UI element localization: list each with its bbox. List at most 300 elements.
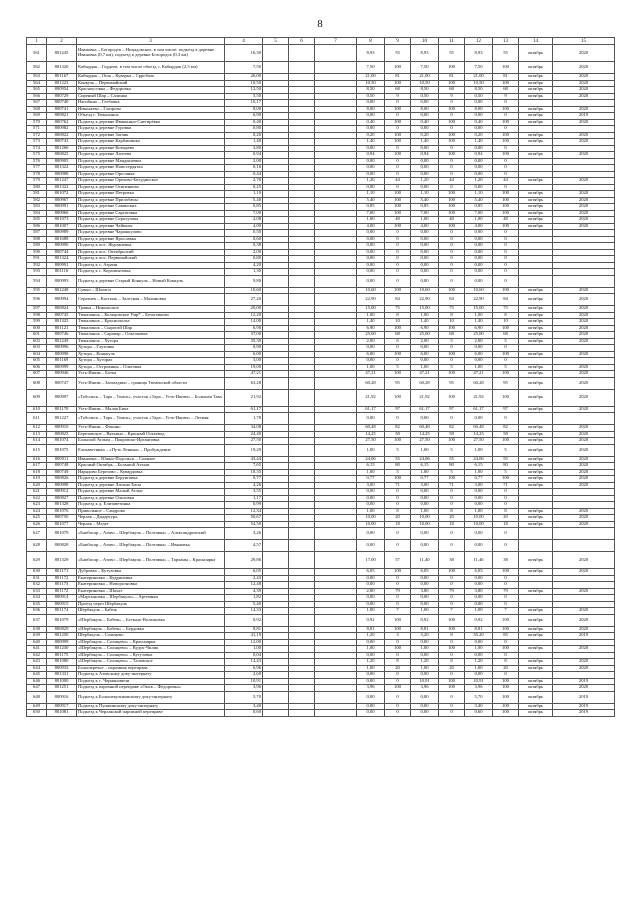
table-cell: 26,00	[225, 74, 263, 81]
table-cell: 0	[439, 269, 465, 276]
table-cell	[315, 413, 357, 425]
table-cell: 6,00	[225, 351, 263, 358]
table-cell: 55	[493, 456, 519, 463]
table-cell: 79	[439, 588, 465, 595]
table-cell: 20	[439, 515, 465, 522]
table-cell: 85	[493, 633, 519, 640]
table-cell: 0,00	[465, 165, 493, 172]
table-cell: 81	[493, 74, 519, 81]
table-cell: 624	[27, 508, 47, 515]
table-cell: 22,90	[465, 294, 493, 306]
column-header: 9	[385, 38, 411, 45]
table-cell: 800746	[47, 332, 77, 339]
table-cell: 100	[493, 703, 519, 710]
table-cell: 80	[493, 463, 519, 470]
table-cell: 800993	[47, 275, 77, 287]
table-cell: 630	[27, 569, 47, 576]
table-cell: 57	[385, 552, 411, 569]
table-cell: 24,06	[465, 456, 493, 463]
table-cell: 0	[439, 575, 465, 582]
table-cell: 2020	[553, 665, 615, 672]
table-cell: 14,25	[357, 431, 385, 438]
table-cell: 2020	[553, 476, 615, 483]
table-cell: 800954	[47, 87, 77, 94]
table-cell: 15,00	[411, 306, 439, 313]
table-cell: 801250	[47, 633, 77, 640]
table-cell: 100	[385, 119, 411, 126]
table-cell: 0	[385, 243, 411, 250]
table-cell: октябрь	[519, 204, 553, 211]
table-cell: 2020	[553, 325, 615, 332]
table-cell: 80	[439, 463, 465, 470]
table-cell: 18	[439, 521, 465, 528]
table-cell: 5	[385, 469, 411, 476]
table-cell: 1,20	[357, 633, 385, 640]
table-cell: 800997	[47, 389, 77, 406]
table-cell: 801076	[47, 508, 77, 515]
table-cell: 1,10	[411, 191, 439, 198]
table-cell: октябрь	[519, 139, 553, 146]
table-cell: Березовское – Вяткино – Красный Оскьевод	[77, 431, 225, 438]
table-cell: Хутора – Островины – Ольговка	[77, 364, 225, 371]
table-cell: октябрь	[519, 113, 553, 120]
table-cell: 0,00	[465, 595, 493, 602]
table-cell: 2020	[553, 371, 615, 378]
table-cell: 0,00	[465, 601, 493, 608]
table-cell: 1,00	[225, 646, 263, 653]
table-cell: 100	[385, 106, 411, 113]
table-cell: 8,81	[225, 626, 263, 633]
table-cell: 48	[493, 217, 519, 224]
table-cell: 603	[27, 345, 47, 352]
table-cell: 8,93	[465, 45, 493, 62]
table-cell: 801000	[47, 678, 77, 685]
table-cell: 639	[27, 633, 47, 640]
table-cell: 1,00	[465, 312, 493, 319]
table-cell: 605	[27, 358, 47, 365]
table-cell: 0,92	[411, 614, 439, 626]
table-cell: 625	[27, 515, 47, 522]
table-cell: 0,00	[465, 575, 493, 582]
table-cell: 2020	[553, 469, 615, 476]
table-cell: 10,50	[357, 80, 385, 87]
column-header: 4	[225, 38, 263, 45]
table-cell: Усть-Ишим – Малая Бича	[77, 406, 225, 413]
table-cell: 800748	[47, 463, 77, 470]
table-cell: 9	[439, 93, 465, 100]
table-cell	[263, 294, 289, 306]
table-cell: 0,00	[465, 171, 493, 178]
table-cell: октябрь	[519, 508, 553, 515]
table-cell: 100	[493, 197, 519, 204]
table-cell: октябрь	[519, 371, 553, 378]
table-cell: 801079	[47, 614, 77, 626]
table-cell: 0,00	[411, 100, 439, 107]
table-cell	[289, 614, 315, 626]
table-cell: 0,40	[225, 119, 263, 126]
table-cell: 2020	[553, 87, 615, 94]
table-cell: октябрь	[519, 62, 553, 74]
table-cell: 801331	[47, 672, 77, 679]
table-cell: 2020	[553, 119, 615, 126]
table-cell: 0,92	[357, 614, 385, 626]
table-cell: 0	[439, 489, 465, 496]
table-cell: 10,91	[225, 678, 263, 685]
table-cell: 100	[493, 223, 519, 230]
table-cell: 0	[493, 582, 519, 589]
table-cell: 27,20	[225, 294, 263, 306]
table-cell: 0,00	[465, 413, 493, 425]
table-cell: Кабырдак – Оша – Куварка – Срробаль	[77, 74, 225, 81]
table-cell: 3,00	[357, 482, 385, 489]
table-cell: 0,00	[357, 165, 385, 172]
table-cell: 10,50	[465, 80, 493, 87]
table-cell: 589	[27, 243, 47, 250]
table-cell: 75	[493, 306, 519, 313]
table-cell: 0,00	[411, 639, 439, 646]
table-cell: Тюкалинск – Кольцовское Умр* – Безоговково	[77, 312, 225, 319]
table-cell: Кабырдак – Гордеев, в том числе объезд с. Кабырдак (2,5 км)	[77, 62, 225, 74]
table-cell: Подъезд к деревне Осипенково	[77, 184, 225, 191]
table-cell: 10,00	[411, 515, 439, 522]
table-cell: 55	[493, 45, 519, 62]
table-cell: 800917	[47, 703, 77, 710]
table-cell: 0,00	[357, 582, 385, 589]
table-cell: 0,85	[225, 204, 263, 211]
table-cell: 3,00	[225, 358, 263, 365]
table-cell	[289, 444, 315, 456]
table-cell: 100	[493, 569, 519, 576]
table-cell: 1,40	[357, 139, 385, 146]
column-number-row	[27, 38, 615, 45]
table-cell: Подъезд к деревне Чайкалы	[77, 223, 225, 230]
table-cell: октябрь	[519, 691, 553, 703]
table-cell: 2020	[553, 338, 615, 345]
table-cell: 800911	[47, 456, 77, 463]
table-cell: 97	[439, 406, 465, 413]
table-cell: 0	[493, 171, 519, 178]
table-cell: 60,28	[411, 377, 439, 389]
table-cell: «Баибасар – Азово – Шербакуль – Полтавка» – Ивановка	[77, 540, 225, 552]
table-cell: 21,92	[411, 389, 439, 406]
table-cell: 2020	[553, 456, 615, 463]
table-cell: 623	[27, 502, 47, 509]
table-cell: 584	[27, 210, 47, 217]
table-cell	[289, 552, 315, 569]
table-cell: 8	[385, 508, 411, 515]
table-cell: 5	[439, 469, 465, 476]
table-cell: 81	[385, 74, 411, 81]
table-cell: 100	[385, 287, 411, 294]
table-cell: 10	[439, 319, 465, 326]
table-cell: Елизаветинка – «Путь Ленина» – Пробуждение	[77, 444, 225, 456]
table-cell	[263, 62, 289, 74]
table-cell: Сератнек – Кастыль – Залесная – Малиновка	[77, 294, 225, 306]
table-cell: 61,17	[465, 406, 493, 413]
table-cell: 0	[385, 145, 411, 152]
table-cell: 801249	[47, 338, 77, 345]
table-cell: Подъезд к Пушкинскому доку-интернату	[77, 703, 225, 710]
table-cell: 2,00	[411, 338, 439, 345]
table-cell: октябрь	[519, 389, 553, 406]
table-cell: 800744	[47, 249, 77, 256]
table-cell: 0	[439, 528, 465, 540]
table-cell: 0,90	[225, 345, 263, 352]
table-cell: 0,00	[465, 262, 493, 269]
table-cell: 632	[27, 582, 47, 589]
table-cell: 100	[439, 371, 465, 378]
table-cell: октябрь	[519, 319, 553, 326]
table-cell: Екатериновка – Шахат	[77, 588, 225, 595]
table-cell: Проезд через Шербакуль	[77, 601, 225, 608]
table-cell: 0,60	[465, 710, 493, 717]
table-cell	[263, 710, 289, 717]
table-cell	[289, 413, 315, 425]
table-cell	[315, 614, 357, 626]
table-cell: 10,60	[357, 287, 385, 294]
table-cell: 616	[27, 456, 47, 463]
table-cell: 801324	[47, 256, 77, 263]
table-cell: 8	[439, 659, 465, 666]
table-cell: 800829	[47, 626, 77, 633]
table-cell: 68	[493, 332, 519, 339]
table-row	[27, 377, 615, 389]
table-cell: 3,80	[411, 588, 439, 595]
table-cell: 0	[493, 345, 519, 352]
table-cell: 1,20	[465, 659, 493, 666]
table-cell: 0	[439, 236, 465, 243]
table-cell: октябрь	[519, 119, 553, 126]
table-cell: 7,00	[225, 210, 263, 217]
table-cell: 55	[385, 456, 411, 463]
table-cell: 0,25	[225, 184, 263, 191]
table-cell: 6	[385, 338, 411, 345]
table-cell: 800821	[47, 113, 77, 120]
table-cell: 0,20	[411, 132, 439, 139]
table-cell: 100	[439, 204, 465, 211]
table-cell: 3,20	[411, 633, 439, 640]
table-cell: Хутора – Конькуль	[77, 351, 225, 358]
table-cell: 5,40	[225, 601, 263, 608]
table-cell: 2020	[553, 508, 615, 515]
table-cell: октябрь	[519, 74, 553, 81]
table-cell: 0	[439, 345, 465, 352]
table-cell: 0,00	[357, 678, 385, 685]
table-cell: 68	[439, 87, 465, 94]
table-cell: 8,81	[357, 626, 385, 633]
table-cell: 100	[439, 351, 465, 358]
table-cell: 0,80	[225, 256, 263, 263]
table-cell: 800996	[47, 345, 77, 352]
table-cell: октябрь	[519, 45, 553, 62]
table-cell: 2020	[553, 132, 615, 139]
table-cell: 0,00	[411, 269, 439, 276]
table-cell: 0,00	[465, 358, 493, 365]
table-cell: 607	[27, 371, 47, 378]
table-cell: 581	[27, 191, 47, 198]
table-cell: 10,50	[411, 80, 439, 87]
column-header: 5	[263, 38, 289, 45]
table-cell: 0,00	[411, 703, 439, 710]
table-cell: 2020	[553, 223, 615, 230]
table-cell: 0,00	[411, 184, 439, 191]
table-cell: 100	[439, 476, 465, 483]
table-cell	[519, 528, 553, 540]
table-cell: 2020	[553, 312, 615, 319]
table-cell: 41,19	[225, 633, 263, 640]
table-cell: 100	[385, 685, 411, 692]
table-cell: 0,00	[411, 495, 439, 502]
table-cell: 100	[493, 476, 519, 483]
table-cell: 100	[493, 325, 519, 332]
table-cell: 60,28	[465, 377, 493, 389]
table-cell: 5	[493, 469, 519, 476]
table-cell: 1,00	[411, 364, 439, 371]
table-cell: 82	[493, 425, 519, 432]
table-cell: 100	[439, 626, 465, 633]
table-cell	[315, 45, 357, 62]
table-cell: 626	[27, 521, 47, 528]
table-cell: 61,17	[411, 406, 439, 413]
table-cell	[553, 528, 615, 540]
table-cell: 100	[385, 210, 411, 217]
table-cell: 0,94	[411, 152, 439, 159]
table-cell	[315, 294, 357, 306]
table-cell: 0	[493, 165, 519, 172]
table-cell: 1,17	[225, 495, 263, 502]
table-cell: 6,15	[465, 463, 493, 470]
table-cell: Привольное – Сандрово	[77, 508, 225, 515]
column-header: 6	[289, 38, 315, 45]
table-cell: 3,55	[225, 489, 263, 496]
table-cell: 2,00	[357, 338, 385, 345]
table-cell: 0,80	[225, 126, 263, 133]
table-cell: 71	[385, 482, 411, 489]
table-cell: 1,10	[357, 191, 385, 198]
table-cell: 2,00	[225, 158, 263, 165]
table-cell: 561	[27, 45, 47, 62]
table-cell: Красноусовка – Федоровка	[77, 87, 225, 94]
table-cell: 2020	[553, 377, 615, 389]
table-cell: 6,90	[465, 325, 493, 332]
table-cell: 0,00	[411, 502, 439, 509]
table-cell: 0	[439, 710, 465, 717]
table-cell: 800825	[47, 152, 77, 159]
table-cell: октябрь	[519, 364, 553, 371]
table-cell	[519, 413, 553, 425]
table-cell: 100	[493, 351, 519, 358]
table-cell: октябрь	[519, 463, 553, 470]
table-cell: 591	[27, 256, 47, 263]
table-cell: 0,00	[465, 540, 493, 552]
roads-table	[26, 37, 615, 717]
table-cell: 82	[439, 425, 465, 432]
table-cell: октябрь	[519, 710, 553, 717]
table-cell: 0,00	[465, 126, 493, 133]
table-cell: октябрь	[519, 406, 553, 413]
table-cell: 1,10	[225, 191, 263, 198]
table-cell: 801322	[47, 165, 77, 172]
column-header: 10	[411, 38, 439, 45]
table-cell: 60,48	[411, 425, 439, 432]
table-cell: 800999	[47, 364, 77, 371]
table-cell: 0,44	[225, 171, 263, 178]
table-cell: 2019	[553, 113, 615, 120]
table-cell: 7,50	[225, 62, 263, 74]
table-cell: 1,00	[357, 217, 385, 224]
table-cell: «Шербакуль – Бабеж» – Бескаль-Волашовка	[77, 614, 225, 626]
table-cell: 572	[27, 132, 47, 139]
table-cell: 8	[493, 312, 519, 319]
table-cell: 8	[439, 312, 465, 319]
table-cell: 1,40	[411, 319, 439, 326]
table-cell: 100	[385, 80, 411, 87]
table-cell: 600	[27, 325, 47, 332]
table-cell: 68	[385, 332, 411, 339]
table-cell: Подъезд к деревне Ивашкино-Снегирёвка	[77, 119, 225, 126]
table-cell: Подъезд к д. Елизаветинка	[77, 502, 225, 509]
table-row	[27, 540, 615, 552]
table-cell: 0,00	[411, 113, 439, 120]
table-cell: 5	[439, 338, 465, 345]
table-cell: 8	[385, 659, 411, 666]
table-cell: октябрь	[519, 351, 553, 358]
table-cell: 2020	[553, 614, 615, 626]
table-cell: 100	[493, 191, 519, 198]
table-cell: 800905	[47, 158, 77, 165]
table-cell: 2020	[553, 106, 615, 113]
table-cell: 15,00	[357, 306, 385, 313]
column-header: 13	[493, 38, 519, 45]
table-cell: 638	[27, 626, 47, 633]
table-cell	[553, 275, 615, 287]
table-row	[27, 45, 615, 62]
table-cell: 100	[385, 626, 411, 633]
table-cell: 58	[385, 431, 411, 438]
table-cell: Подъезд к с. Коралинтовка	[77, 269, 225, 276]
table-cell: Подъезд к деревне Берунговка	[77, 476, 225, 483]
table-cell: 0	[493, 502, 519, 509]
table-cell: 2020	[553, 608, 615, 615]
table-cell: 0	[493, 528, 519, 540]
table-cell: 576	[27, 158, 47, 165]
table-cell: 97	[493, 406, 519, 413]
table-cell: 0,38	[225, 243, 263, 250]
table-cell: 0	[385, 495, 411, 502]
table-cell: 3,96	[465, 685, 493, 692]
table-cell: 0	[493, 236, 519, 243]
table-cell: 2,70	[225, 178, 263, 185]
table-cell: Подъезд к Азовскому доку-интернату	[77, 672, 225, 679]
table-cell: 0,00	[465, 236, 493, 243]
table-cell: 0,20	[225, 132, 263, 139]
table-cell: 7,50	[357, 62, 385, 74]
table-cell: 100	[493, 710, 519, 717]
table-cell: 27,50	[465, 438, 493, 445]
table-cell: 58	[439, 431, 465, 438]
table-row	[27, 552, 615, 569]
table-cell: 0	[439, 165, 465, 172]
table-cell: 0,00	[465, 639, 493, 646]
table-cell: 0,16	[225, 165, 263, 172]
table-cell: 0,00	[465, 582, 493, 589]
table-cell: 0	[493, 275, 519, 287]
table-cell: 100	[493, 119, 519, 126]
table-cell	[263, 275, 289, 287]
table-cell: 6,90	[225, 113, 263, 120]
table-cell: 8,81	[411, 626, 439, 633]
table-cell: 613	[27, 431, 47, 438]
